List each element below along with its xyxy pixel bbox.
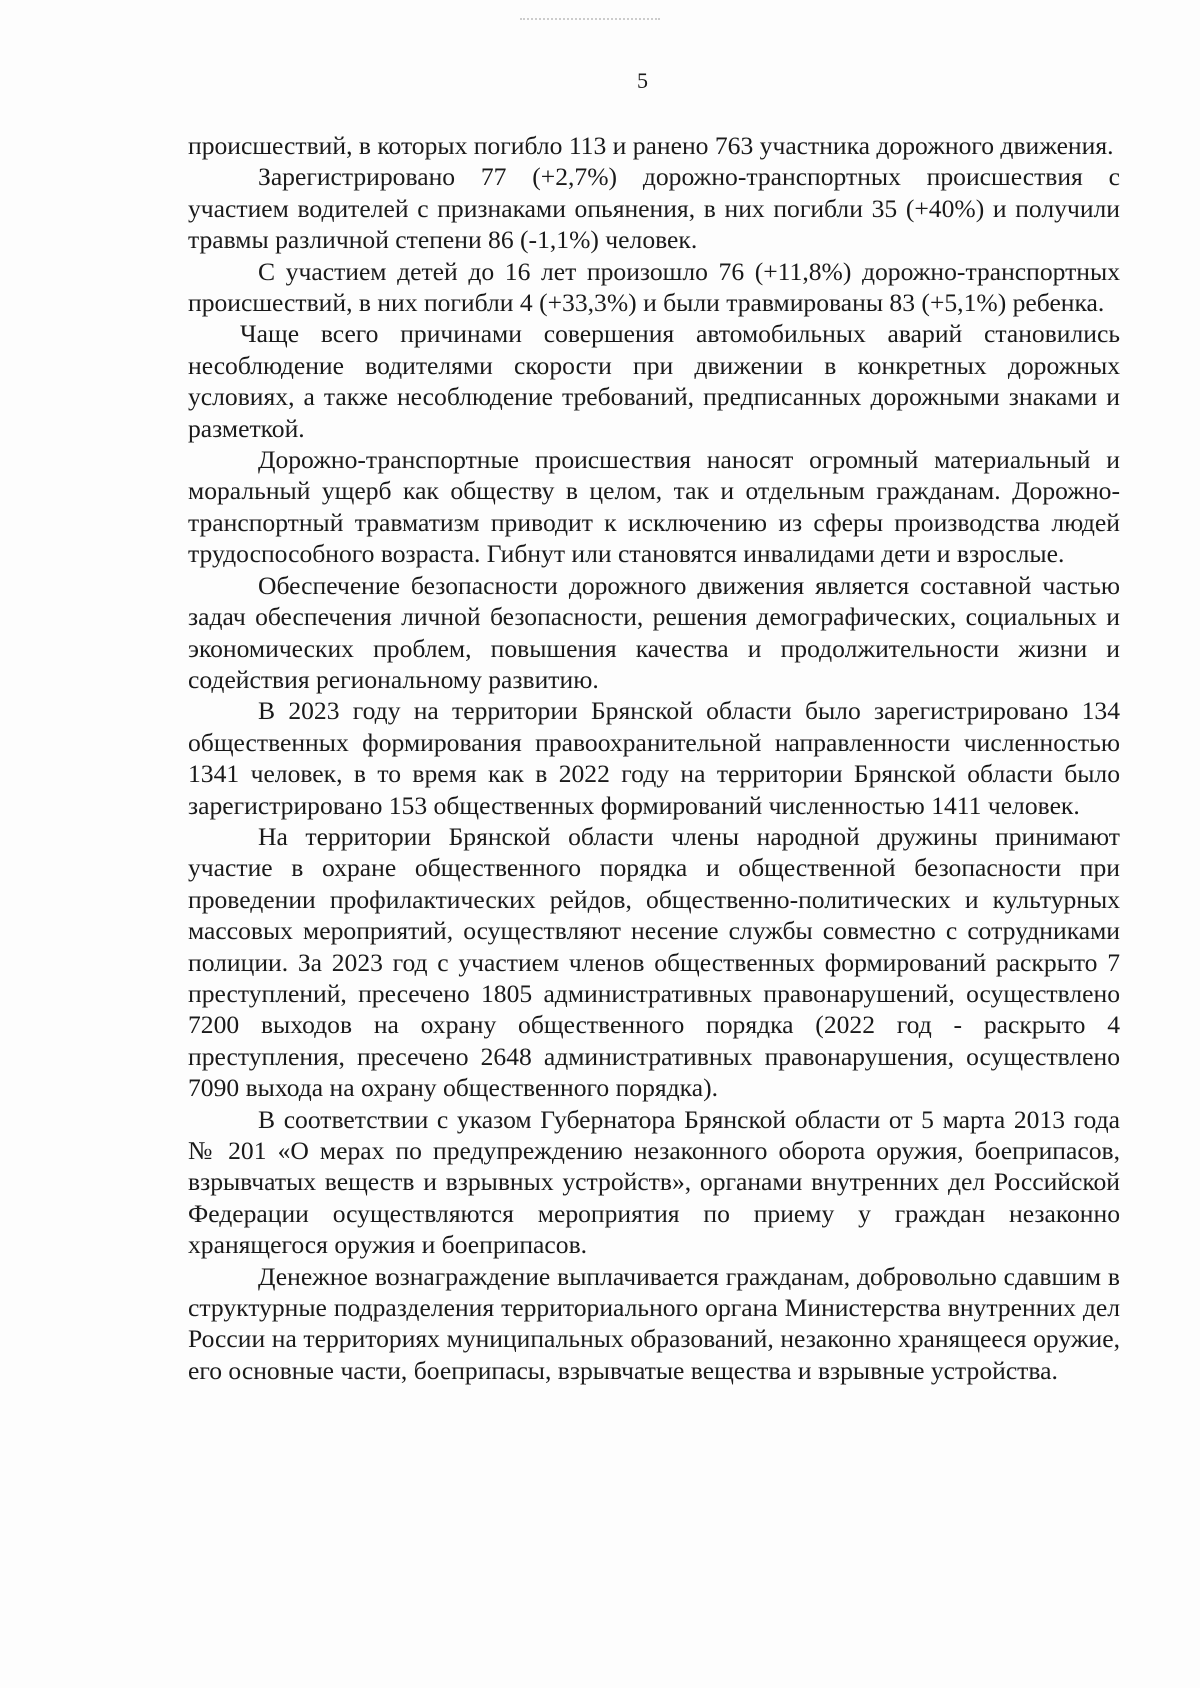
paragraph-drunk-driving: Зарегистрировано 77 (+2,7%) дорожно-транспортных происшествия с участием водителей с признаками опьянения, в них погибли 35 (+40%) и получили травмы различной степени 86 (-1,1%) человек. — [188, 162, 1120, 255]
paragraph-safety: Обеспечение безопасности дорожного движения является составной частью задач обеспечения личной безопасности, решения демографических, социальных и экономических проблем, повышения качества и продолжительности жизни и содействия региональному развитию. — [188, 570, 1120, 694]
paragraph-continuation: происшествий, в которых погибло 113 и ранено 763 участника дорожного движения. — [188, 131, 1114, 160]
paragraph-reward: Денежное вознаграждение выплачивается гражданам, добровольно сдавшим в структурные подразделения территориального органа Министерства внутренних дел России на территориях муниципальных образований, незаконно хранящееся оружие, его основные части, боеприпасы, взрывчатые вещества и взрывные устройства. — [188, 1261, 1120, 1385]
scan-artifact — [520, 18, 660, 24]
paragraph-militia: На территории Брянской области члены народной дружины принимают участие в охране общественного порядка и общественной безопасности при проведении профилактических рейдов, общественно-политических и культурных массовых мероприятий, осуществляют несение службы совместно с сотрудниками полиции. За 2023 год с участием членов общественных формирований раскрыто 7 преступлений, пресечено 1805 административных правонарушений, осуществлено 7200 выходов на охрану общественного порядка (2022 год - раскрыто 4 преступления, пресечено 2648 административных правонарушения, осуществлено 7090 выхода на охрану общественного порядка). — [188, 821, 1120, 1103]
paragraph-children: С участием детей до 16 лет произошло 76 (+11,8%) дорожно-транспортных происшествий, в них погибли 4 (+33,3%) и были травмированы 83 (+5,1%) ребенка. — [188, 256, 1120, 318]
paragraph-decree: В соответствии с указом Губернатора Брянской области от 5 марта 2013 года № 201 «О мерах по предупреждению незаконного оборота оружия, боеприпасов, взрывчатых веществ и взрывных устройств», органами внутренних дел Российской Федерации осуществляются мероприятия по приему у граждан незаконно хранящегося оружия и боеприпасов. — [188, 1104, 1120, 1260]
paragraph-causes: Чаще всего причинами совершения автомобильных аварий становились несоблюдение водителями скорости при движении в конкретных дорожных условиях, а также несоблюдение требований, предписанных дорожными знаками и разметкой. — [188, 319, 1120, 443]
body-text — [188, 130, 1120, 1386]
paragraph-formations: В 2023 году на территории Брянской области было зарегистрировано 134 общественных формирования правоохранительной направленности численностью 1341 человек, в то время как в 2022 году на территории Брянской области было зарегистрировано 153 общественных формирований численностью 1411 человек. — [188, 696, 1120, 820]
paragraph-damage: Дорожно-транспортные происшествия наносят огромный материальный и моральный ущерб как обществу в целом, так и отдельным гражданам. Дорожно-транспортный травматизм приводит к исключению из сферы производства людей трудоспособного возраста. Гибнут или становятся инвалидами дети и взрослые. — [188, 445, 1120, 569]
page-number: 5 — [637, 68, 648, 93]
